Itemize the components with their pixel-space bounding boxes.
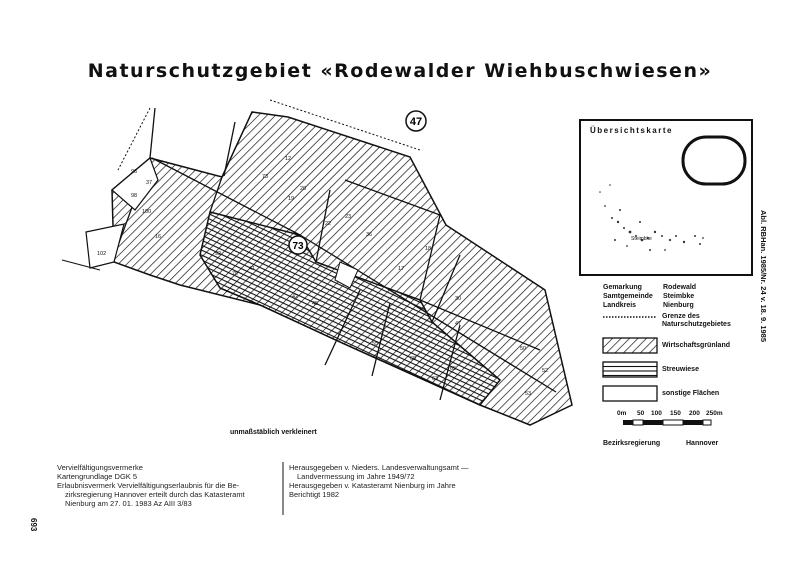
parcel-number: 17: [398, 266, 405, 272]
legend-symbols: [603, 317, 657, 401]
authority-right: Hannover: [686, 440, 719, 447]
scale-tick-label: 0m: [617, 410, 627, 417]
sheet-number-73: [289, 236, 307, 254]
map-title: Naturschutzgebiet «Rodewalder Wiehbuschwiesen»: [87, 60, 713, 82]
parcel-number: 42: [292, 294, 299, 300]
footer-right-line: Herausgegeben v. Nieders. Landesverwaltungsamt —: [289, 463, 469, 472]
legend-hatched-symbol: [603, 338, 657, 353]
legend-hatched-label: Wirtschaftsgrünland: [662, 342, 730, 349]
parcel-number: 20: [300, 186, 307, 192]
gazette-reference: Abl. RBHan. 1985/Nr. 24 v. 18. 9. 1985: [759, 210, 768, 343]
parcel-number: 63: [432, 376, 439, 382]
info-label-samtgemeinde: Samtgemeinde: [603, 293, 653, 300]
parcel-number: 22: [325, 221, 332, 227]
parcel-number: 92: [215, 251, 222, 257]
footer-right-line: Landvermessung im Jahre 1949/72: [297, 472, 415, 481]
map-scale-note: unmaßstäblich verkleinert: [230, 429, 317, 436]
parcel-number: 47: [455, 321, 462, 327]
parcel-number: 69: [410, 356, 417, 362]
parcel-number: 53: [525, 391, 532, 397]
legend-horizontal-label: Streuwiese: [662, 366, 699, 373]
legend-blank-symbol: [603, 386, 657, 401]
admin-info-labels: [603, 283, 653, 310]
parcel-number: 55: [372, 341, 379, 347]
info-value-gemarkung: Rodewald: [663, 284, 697, 291]
parcel-number: 52: [542, 368, 549, 374]
parcel-number: 102: [97, 251, 107, 257]
overview-map: [580, 120, 752, 275]
legend-boundary-label: [662, 313, 731, 329]
parcel-number: 16: [155, 234, 162, 240]
overview-map-title: Übersichtskarte: [590, 126, 673, 135]
scale-tick-label: 200: [689, 410, 700, 417]
parcel-number: 41: [249, 266, 256, 272]
parcel-number: 65: [450, 366, 457, 372]
admin-info-values: [663, 283, 696, 310]
footer-left-line: Erlaubnisvermerk Vervielfältigungserlaubnis für die Be-: [57, 481, 240, 490]
parcel-number: 98: [131, 193, 138, 199]
footer-left-line: Vervielfältigungsvermerke: [57, 463, 143, 472]
svg-text:47: 47: [409, 116, 423, 128]
parcel-number: 18: [425, 246, 432, 252]
scale-tick-label: 250m: [706, 410, 723, 417]
footer-left-line: Kartengrundlage DGK 5: [57, 472, 138, 481]
footer-left-line: zirksregierung Hannover erteilt durch das Katasteramt: [65, 490, 245, 499]
footer-right-line: Berichtigt 1982: [289, 490, 340, 499]
parcel-number: 100: [142, 209, 152, 215]
page-number: 693: [29, 518, 38, 532]
scale-tick-label: 100: [651, 410, 662, 417]
parcel-number: 73: [262, 174, 269, 180]
info-value-landkreis: Nienburg: [663, 302, 694, 309]
info-label-landkreis: Landkreis: [603, 302, 637, 309]
legend-blank-label: sonstige Flächen: [662, 390, 720, 397]
parcel-number: 30: [455, 296, 462, 302]
parcel-number: 37: [146, 180, 153, 186]
info-value-samtgemeinde: Steimbke: [663, 293, 695, 300]
scale-bar: [623, 420, 711, 425]
legend-horizontal-symbol: [603, 362, 657, 377]
parcel-number: 36: [366, 232, 373, 238]
parcel-number: 50: [520, 346, 527, 352]
svg-text:73: 73: [292, 241, 304, 252]
scale-tick-label: 50: [637, 410, 645, 417]
footer-left: [57, 463, 279, 508]
footer-right: [289, 463, 529, 499]
parcel-number: 19: [288, 196, 295, 202]
parcel-number: 96: [131, 169, 138, 175]
overview-town-label: Steimbke: [631, 236, 652, 242]
info-label-gemarkung: Gemarkung: [603, 284, 642, 291]
parcel-number: 79: [232, 271, 239, 277]
legend-boundary-line2: Naturschutzgebietes: [662, 321, 731, 328]
authority-left: Bezirksregierung: [603, 440, 661, 447]
legend-boundary-line1: Grenze des: [662, 313, 700, 320]
parcel-number: 12: [285, 156, 292, 162]
sheet-number-47: [406, 111, 426, 131]
scale-tick-label: 150: [670, 410, 681, 417]
parcel-number: 23: [345, 214, 352, 220]
parcel-number: 45: [312, 301, 319, 307]
footer-right-line: Herausgegeben v. Katasteramt Nienburg im Jahre: [289, 481, 456, 490]
footer-left-line: Nienburg am 27. 01. 1983 Az AIII 3/83: [65, 499, 192, 508]
